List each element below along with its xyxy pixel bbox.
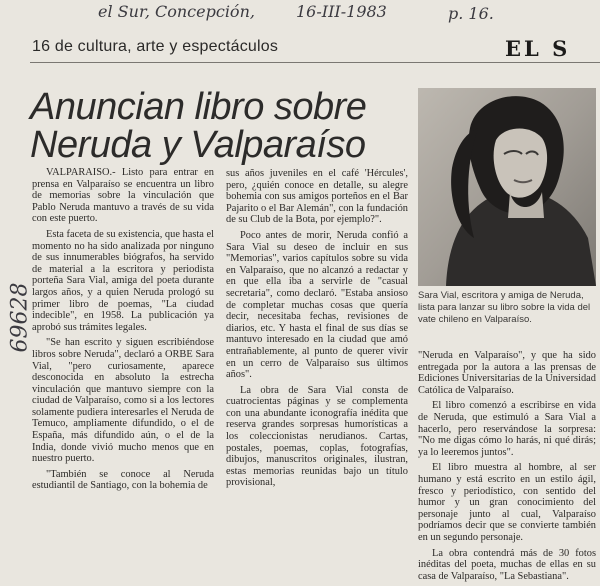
portrait-image [418,88,596,286]
paragraph: La obra contendrá más de 30 fotos inéditas del poeta, muchas de ellas en su casa de Valparaíso, "La Sebastiana". [418,547,596,582]
paragraph: Esta faceta de su existencia, que hasta el momento no ha sido analizada por ninguno de sus innumerables biógrafos, ha servido de material a la escritora y periodista porteña Sara Vial, amiga del poeta durante largos años, y a quien Neruda prologó su primer libro de poemas, "La ciudad indecible", en 1958. La publicación ya aprobó sus trámites legales. [32,228,214,333]
paragraph: sus años juveniles en el café 'Hércules', pero, ¿quién conoce en detalle, su alegre bohemia con sus amigos porteños en el Bar Pajarito o el Bar Alemán", con la fundación de su Club de la Bota, por ejemplo?". [226,168,408,226]
paragraph: "Neruda en Valparaíso", y que ha sido entregada por la autora a las prensas de Ediciones Universitarias de la Universidad Católica de Valparaíso. [418,350,596,396]
newspaper-masthead: EL S [505,36,571,61]
header-rule [30,62,600,63]
paragraph: VALPARAISO.- Listo para entrar en prensa en Valparaíso se encuentra un libro de memorias sobre la vinculación que Pablo Neruda mantuvo a través de su vida con este puerto. [32,167,214,225]
margin-annotation [0,250,33,360]
photo-caption: Sara Vial, escritora y amiga de Neruda, lista para lanzar su libro sobre la vida del vate chileno en Valparaíso. [418,290,591,325]
article-headline: Anuncian libro sobre Neruda y Valparaíso [30,86,367,166]
paragraph: "Se han escrito y siguen escribiéndose libros sobre Neruda", declaró a ORBE Sara Vial, "pero curiosamente, aparece desconocida en absoluto la estrecha vinculación que mantuvo siempre con la ciudad de Valparaíso, como si a los lectores solamente pudiera interesarles el Neruda de Temuco, ampliamente difundido, o el de España, más difundido aún, o el de la India, donde vivió mucho menos que en nuestro puerto. [32,337,214,465]
handwritten-page: p. 16. [448,4,494,23]
article-column-3 [418,350,596,586]
author-photo [418,88,596,286]
paragraph: "También se conoce al Neruda estudiantil de Santiago, con la bohemia de [32,468,214,492]
paragraph: El libro muestra al hombre, al ser humano y está escrito en un estilo ágil, fresco y periodístico, con sentido del humor y un gran conocimiento del personaje junto al cual, Valparaíso podríamos decir que se convierte también en un segundo personaje. [418,462,596,543]
paragraph: La obra de Sara Vial consta de cuatrocientas páginas y se complementa con una abundante iconografía inédita que reserva grandes sorpresas humorísticas a los coleccionistas nerudianos. Cartas, postales, poemas, coplas, fotografías, dibujos, manuscritos originales, ilustran, estas memorias reunidas bajo un título provisional, [226,384,408,489]
handwritten-annotation [98,2,598,26]
article-column-2 [226,168,408,493]
handwritten-source: el Sur, Concepción, [98,2,255,21]
handwritten-date: 16-III-1983 [296,2,387,21]
section-header: 16 de cultura, arte y espectáculos [32,38,279,55]
paragraph: El libro comenzó a escribirse en vida de Neruda, que estimuló a Sara Vial a hacerlo, pero reservándose la sorpresa: "No me digas cómo lo harás, ni qué dirás; ya lo leeremos juntos". [418,400,596,458]
paragraph: Poco antes de morir, Neruda confió a Sara Vial su deseo de incluir en sus "Memorias", varios capítulos sobre su vida en Valparaíso, que no alcanzó a redactar y en que ella iba a servirle de "casual secretaria", como declaró. "Estaba ansioso de completar muchas cosas que quería decir, necesitaba fechas, revisiones de diarios, etc. Y hasta el final de sus días se mantuvo interesado en la ciudad que amó entrañablemente, al punto de querer vivir en un cerro de Valparaíso sus últimos años". [226,229,408,381]
margin-note-number: 69628 [7,282,33,353]
article-column-1 [32,167,214,496]
